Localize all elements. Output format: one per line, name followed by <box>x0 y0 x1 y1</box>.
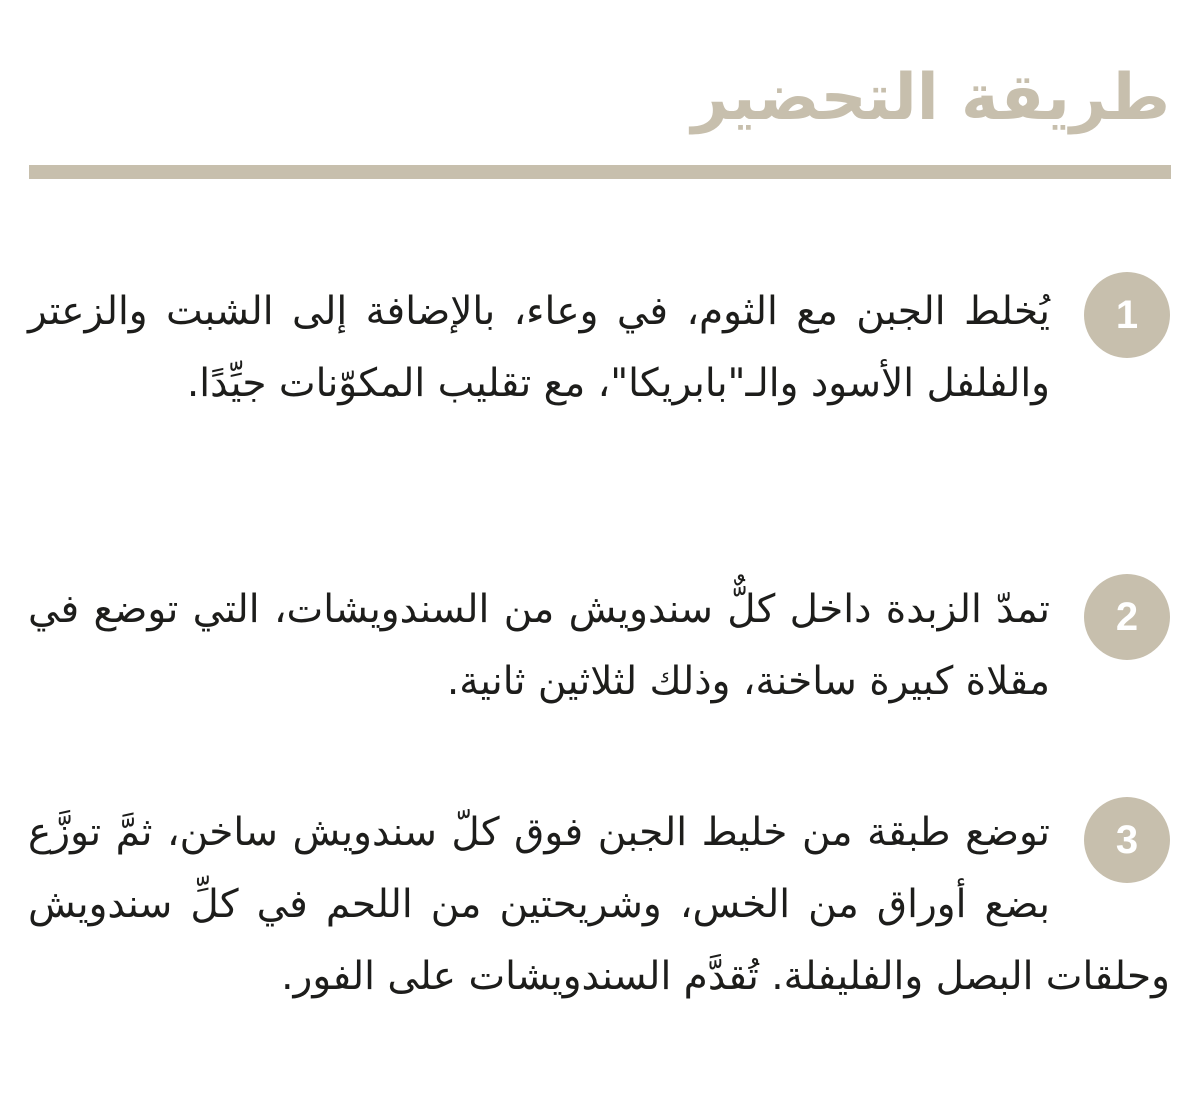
step-number-badge: 1 <box>1084 272 1170 358</box>
badge-spacer <box>1050 276 1170 420</box>
step-text: تمدّ الزبدة داخل كلٌّ سندويش من السندويشات، التي توضع في مقلاة كبيرة ساخنة، وذلك لثلاثين ثانية. <box>28 587 1050 704</box>
step-text: يُخلط الجبن مع الثوم، في وعاء، بالإضافة إلى الشبت والزعتر والفلفل الأسود والـ"بابريكا"، مع تقليب المكوّنات جيِّدًا. <box>28 276 1170 420</box>
step-number-badge: 3 <box>1084 797 1170 883</box>
step-number-badge: 2 <box>1084 574 1170 660</box>
page-title: طريقة التحضير <box>691 61 1170 135</box>
title-divider <box>29 165 1171 179</box>
step-text: توضع طبقة من خليط الجبن فوق كلّ سندويش ساخن، ثمَّ توزَّع بضع أوراق من الخس، وشريحتين من اللحم في كلِّ سندويش وحلقات البصل والفليفلة. تُقدَّم السندويشات على الفور. <box>28 797 1170 1013</box>
badge-spacer <box>1050 797 1170 941</box>
